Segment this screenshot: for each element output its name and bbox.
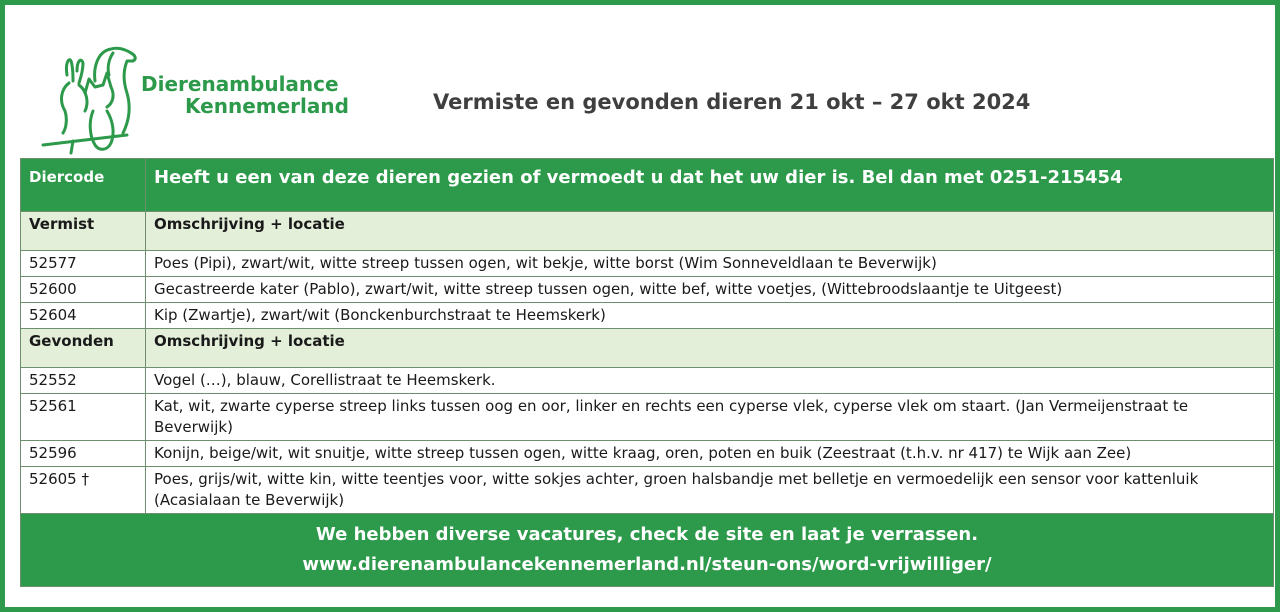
table-row <box>21 394 1274 441</box>
section-vermist <box>21 212 1274 251</box>
animals-logo-icon <box>37 41 137 159</box>
animal-description: Poes (Pipi), zwart/wit, witte streep tussen ogen, wit bekje, witte borst (Wim Sonneveldlaan te Beverwijk) <box>146 251 1274 277</box>
section-desc-label: Omschrijving + locatie <box>146 329 1274 368</box>
table-row <box>21 441 1274 467</box>
vacancies-text: We hebben diverse vacatures, check de site en laat je verrassen. <box>315 524 979 545</box>
page-title: Vermiste en gevonden dieren 21 okt – 27 okt 2024 <box>433 90 1031 114</box>
table-row <box>21 303 1274 329</box>
header-message: Heeft u een van deze dieren gezien of vermoedt u dat het uw dier is. Bel dan met 0251-215454 <box>146 159 1274 212</box>
animal-description: Kat, wit, zwarte cyperse streep links tussen oog en oor, linker en rechts een cyperse vlek, cyperse vlek om staart. (Jan Vermeijenstraat te Beverwijk) <box>146 394 1274 441</box>
footer-cell <box>21 514 1274 587</box>
section-desc-label: Omschrijving + locatie <box>146 212 1274 251</box>
animal-description: Gecastreerde kater (Pablo), zwart/wit, witte streep tussen ogen, witte bef, witte voetjes, (Wittebroodslaantje te Uitgeest) <box>146 277 1274 303</box>
animal-code: 52552 <box>21 368 146 394</box>
header-code: Diercode <box>21 159 146 212</box>
animal-description: Poes, grijs/wit, witte kin, witte teentjes voor, witte sokjes achter, groen halsbandje met belletje en vermoedelijk een sensor voor kattenluik (Acasialaan te Beverwijk) <box>146 467 1274 514</box>
table-header-row <box>21 159 1274 212</box>
animal-code: 52605 † <box>21 467 146 514</box>
animal-code: 52600 <box>21 277 146 303</box>
logo-text <box>141 73 349 117</box>
footer-row <box>21 514 1274 587</box>
volunteer-url[interactable]: www.dierenambulancekennemerland.nl/steun-ons/word-vrijwilliger/ <box>302 554 992 575</box>
animal-code: 52596 <box>21 441 146 467</box>
animal-code: 52604 <box>21 303 146 329</box>
animal-code: 52577 <box>21 251 146 277</box>
section-gevonden <box>21 329 1274 368</box>
animal-description: Kip (Zwartje), zwart/wit (Bonckenburchstraat te Heemskerk) <box>146 303 1274 329</box>
table-row <box>21 368 1274 394</box>
section-label: Gevonden <box>21 329 146 368</box>
table-row <box>21 277 1274 303</box>
logo-line-1: Dierenambulance <box>141 72 339 96</box>
table-row <box>21 251 1274 277</box>
logo <box>37 41 357 159</box>
logo-line-2: Kennemerland <box>185 94 349 118</box>
animals-table <box>20 158 1274 587</box>
animal-description: Konijn, beige/wit, wit snuitje, witte streep tussen ogen, witte kraag, oren, poten en buik (Zeestraat (t.h.v. nr 417) te Wijk aan Zee) <box>146 441 1274 467</box>
animal-description: Vogel (…), blauw, Corellistraat te Heemskerk. <box>146 368 1274 394</box>
animal-code: 52561 <box>21 394 146 441</box>
page-frame <box>5 5 1275 607</box>
table-row <box>21 467 1274 514</box>
section-label: Vermist <box>21 212 146 251</box>
